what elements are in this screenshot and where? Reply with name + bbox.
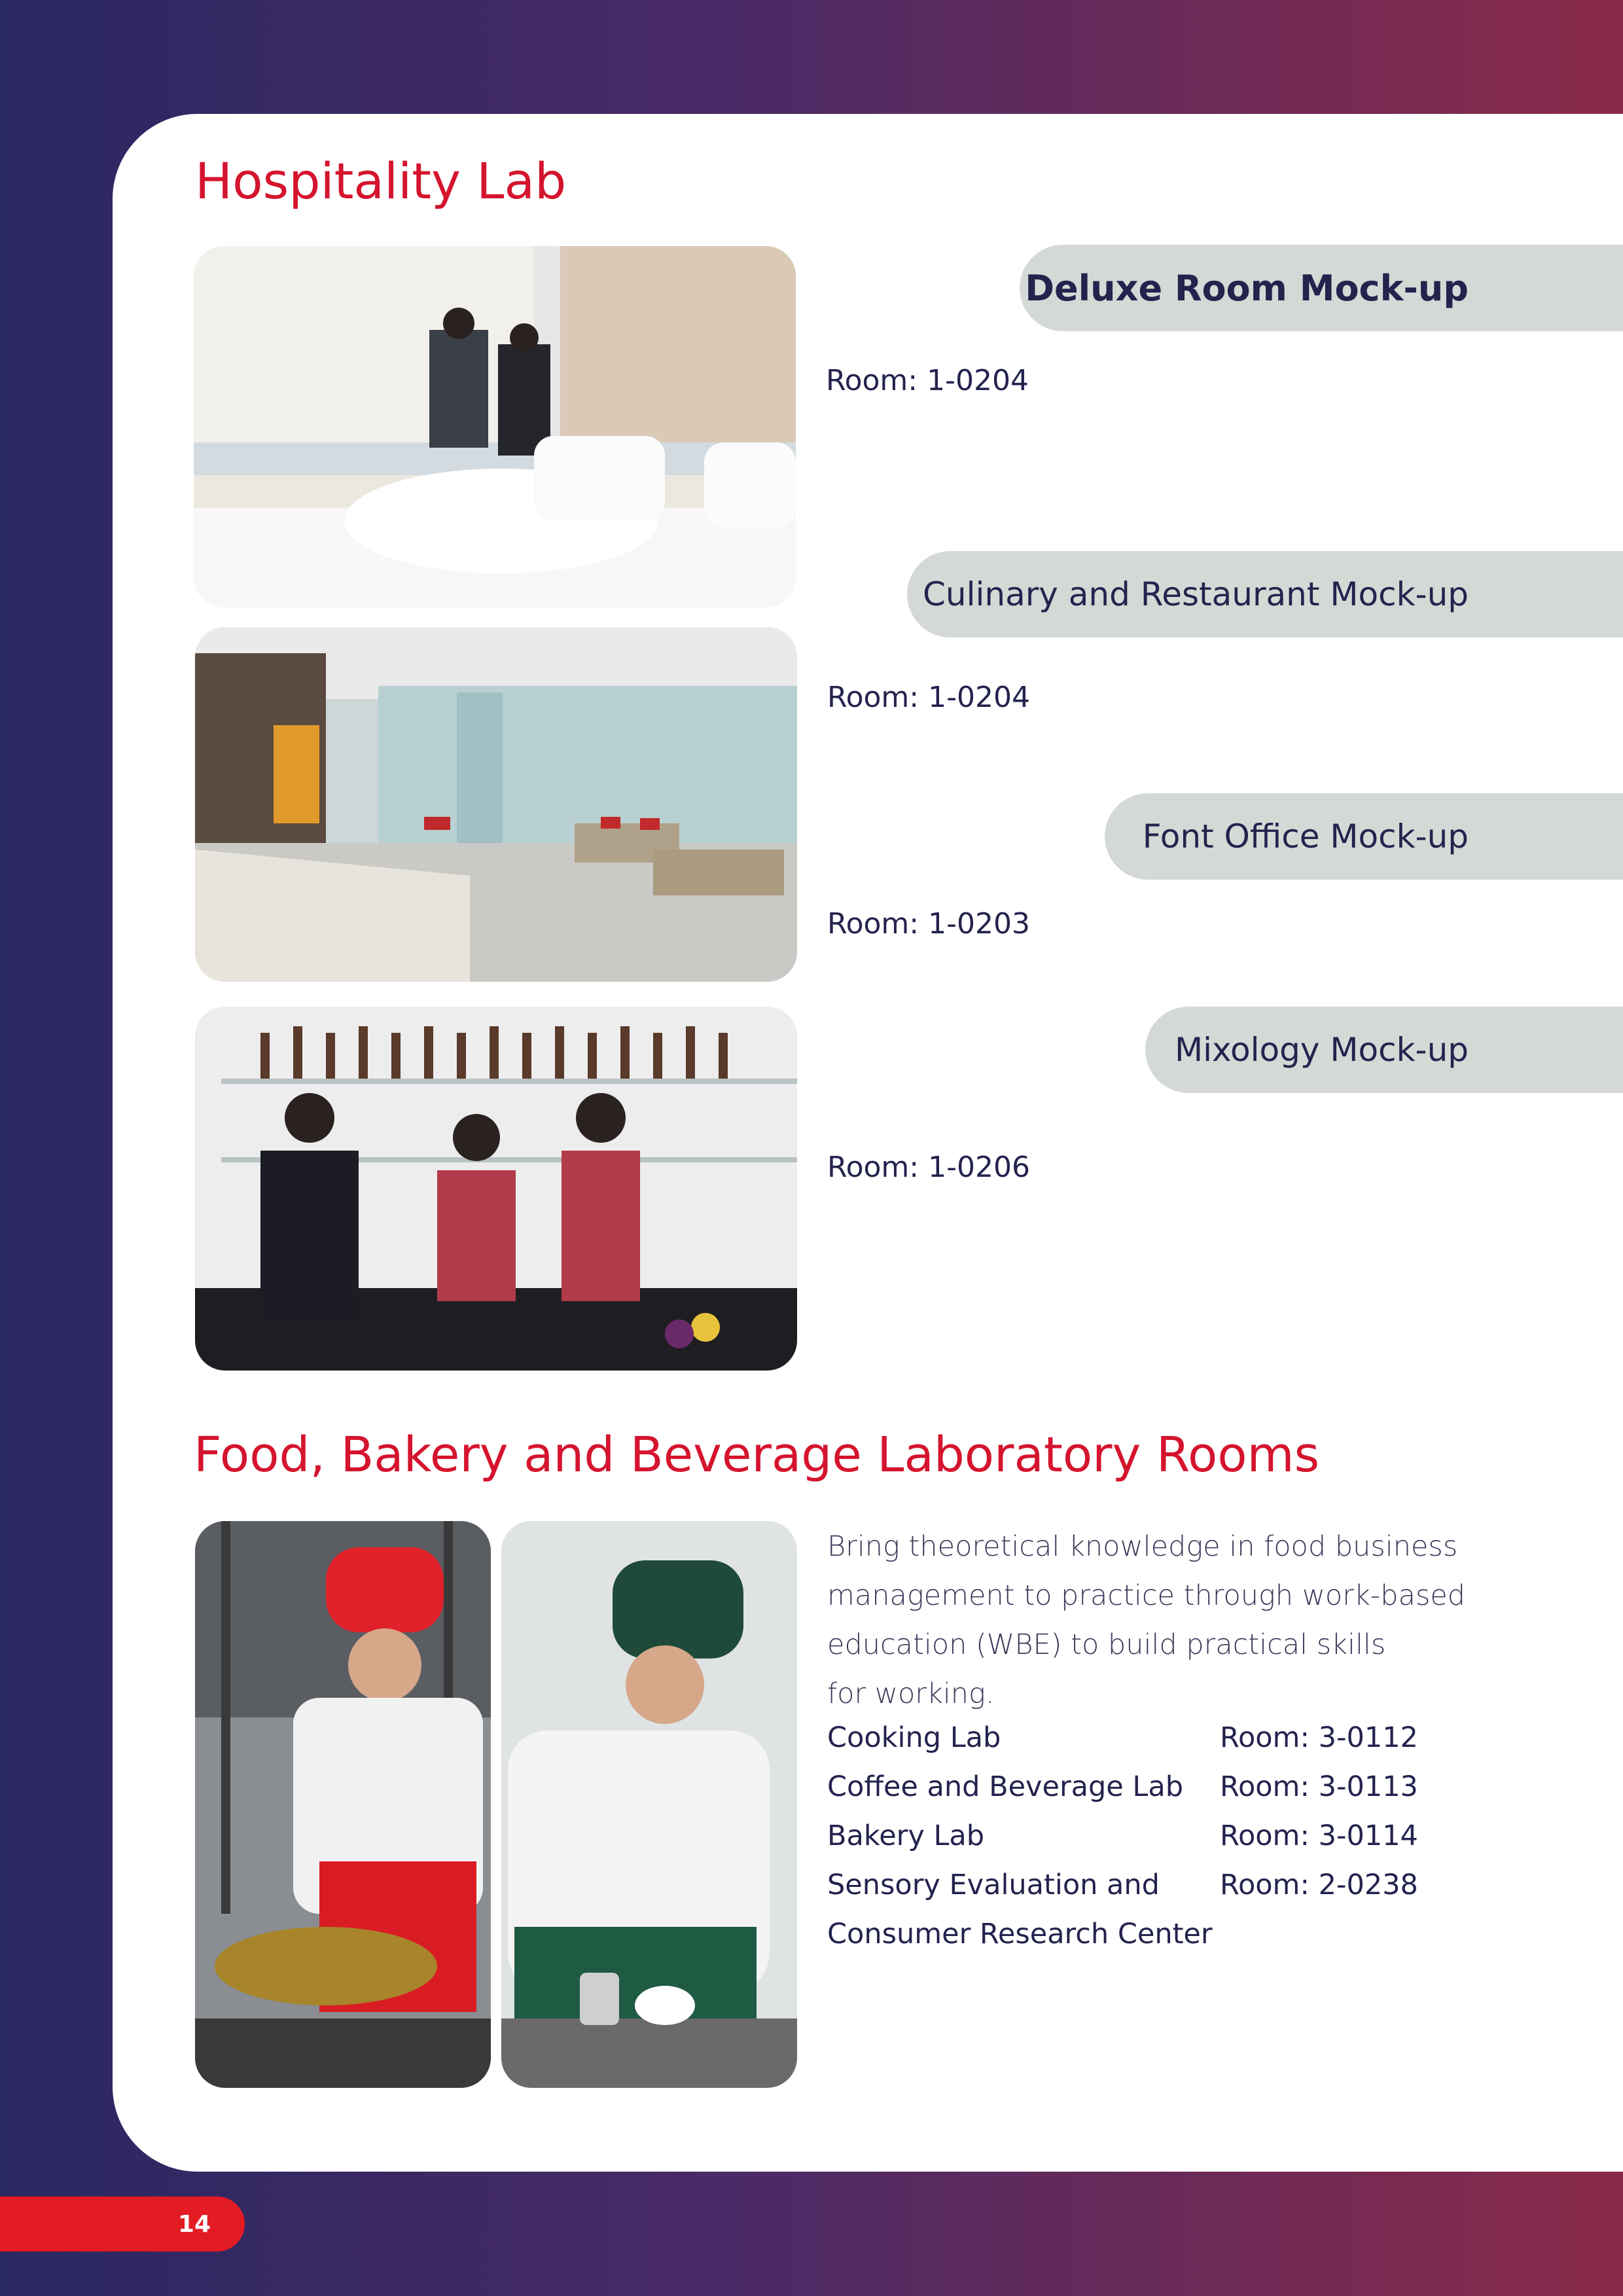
coffee-barista-photo bbox=[501, 1521, 797, 2088]
description-line: Bring theoretical knowledge in food business bbox=[827, 1530, 1458, 1563]
lab-name-sensory: Sensory Evaluation and bbox=[827, 1869, 1160, 1901]
page-number: 14 bbox=[177, 2210, 211, 2238]
hospitality-title: Hospitality Lab bbox=[195, 152, 567, 210]
lab-name: Culinary and Restaurant Mock-up bbox=[923, 575, 1469, 613]
deluxe-room-photo bbox=[194, 246, 796, 607]
lab-name: Deluxe Room Mock-up bbox=[1025, 267, 1469, 309]
cooking-chef-photo bbox=[195, 1521, 491, 2088]
description-line: education (WBE) to build practical skills bbox=[827, 1628, 1386, 1661]
lab-pill-front-office bbox=[1105, 793, 1623, 880]
room-front-office: Room: 1-0203 bbox=[827, 907, 1030, 941]
room-culinary-restaurant: Room: 1-0204 bbox=[827, 681, 1030, 714]
lab-pill-deluxe-room bbox=[1020, 245, 1623, 331]
culinary-restaurant-photo bbox=[195, 627, 797, 982]
lab-name: Font Office Mock-up bbox=[1142, 817, 1469, 855]
lab-name: Mixology Mock-up bbox=[1174, 1031, 1469, 1069]
lab-pill-mixology bbox=[1145, 1007, 1623, 1093]
mixology-photo bbox=[195, 1007, 797, 1371]
lab-name-bakery: Bakery Lab bbox=[827, 1820, 985, 1852]
lab-room-cooking: Room: 3-0112 bbox=[1220, 1721, 1418, 1754]
description-line: management to practice through work-based bbox=[827, 1579, 1466, 1612]
room-deluxe-room: Room: 1-0204 bbox=[826, 364, 1029, 397]
lab-name-consumer-research: Consumer Research Center bbox=[827, 1918, 1213, 1950]
room-mixology: Room: 1-0206 bbox=[827, 1151, 1030, 1184]
lab-room-sensory: Room: 2-0238 bbox=[1220, 1869, 1418, 1901]
description-line: for working. bbox=[827, 1677, 995, 1710]
lab-name-cooking: Cooking Lab bbox=[827, 1721, 1001, 1754]
lab-name-coffee: Coffee and Beverage Lab bbox=[827, 1770, 1184, 1803]
lab-room-coffee: Room: 3-0113 bbox=[1220, 1770, 1418, 1803]
lab-room-bakery: Room: 3-0114 bbox=[1220, 1820, 1418, 1852]
food-section-title: Food, Bakery and Beverage Laboratory Rooms bbox=[194, 1427, 1320, 1483]
lab-pill-culinary-restaurant bbox=[907, 551, 1623, 637]
food-description bbox=[827, 1522, 1482, 1719]
page-number-tab bbox=[0, 2197, 245, 2251]
